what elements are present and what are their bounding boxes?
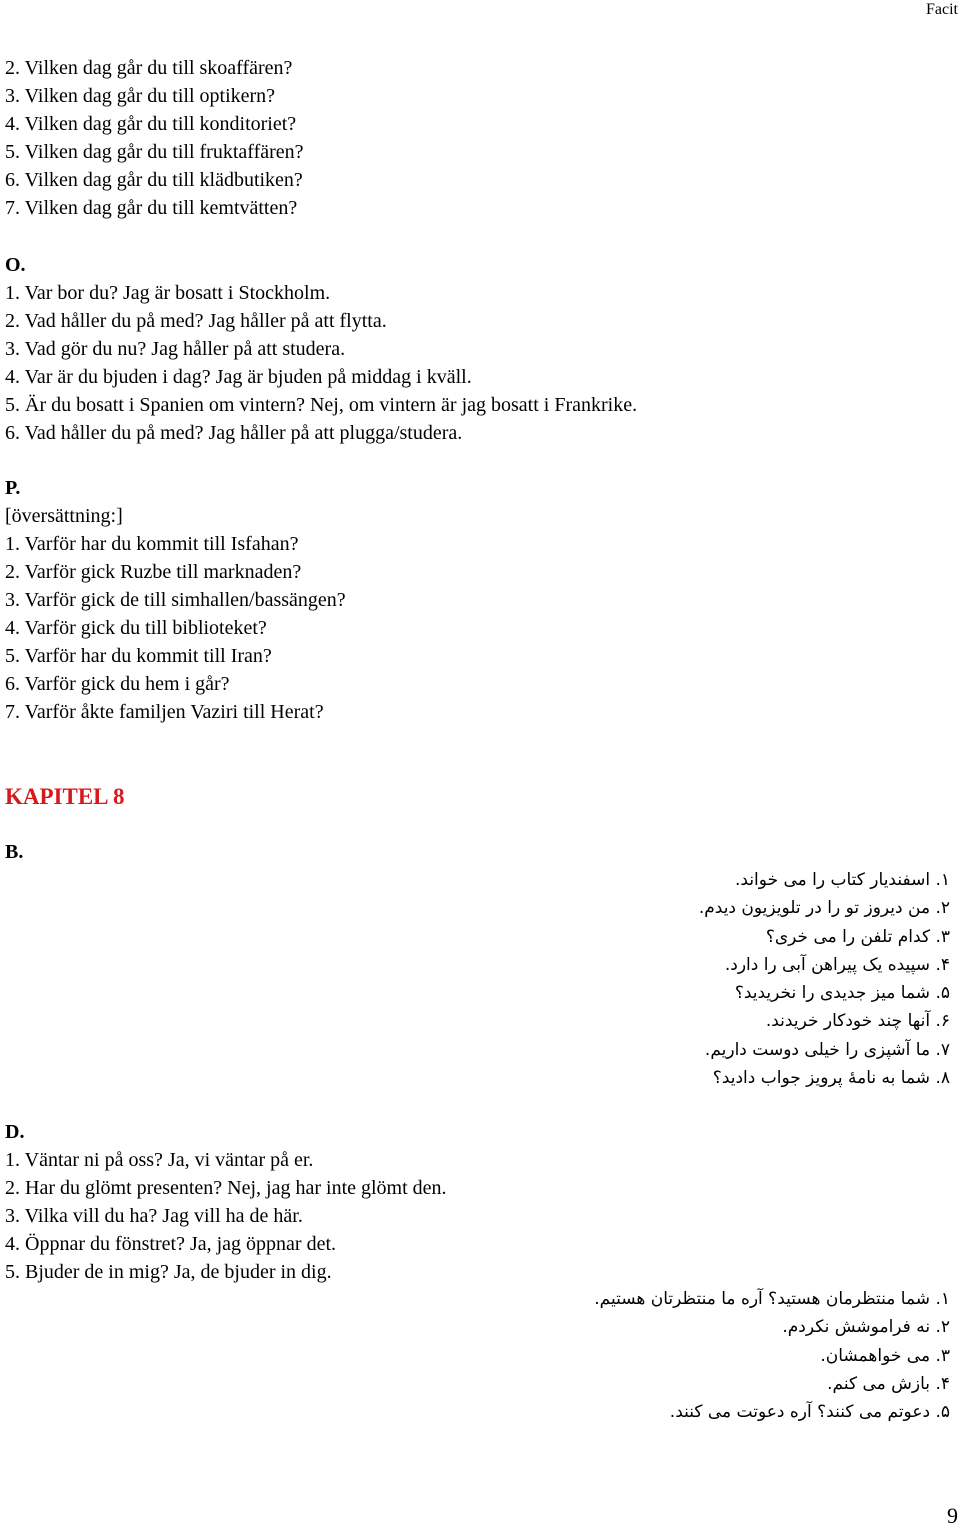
section-heading: B. (5, 841, 24, 863)
list-item: ۲. نه فراموشش نکردم. (782, 1317, 950, 1338)
chapter-title: KAPITEL 8 (5, 784, 125, 809)
list-item: 1. Varför har du kommit till Isfahan? (5, 533, 299, 555)
section-b-persian (699, 866, 950, 1092)
page-number: 9 (947, 1503, 958, 1528)
section-d-persian (594, 1285, 950, 1426)
list-item: 3. Varför gick de till simhallen/bassängen? (5, 589, 346, 611)
list-item: 3. Vilken dag går du till optikern? (5, 85, 276, 107)
list-item: 1. Väntar ni på oss? Ja, vi väntar på er. (5, 1149, 314, 1171)
list-item: 7. Vilken dag går du till kemtvätten? (5, 197, 298, 219)
list-item: ۱. شما منتظرمان هستید؟ آره ما منتظرتان هستیم. (594, 1289, 950, 1309)
list-item: 5. Bjuder de in mig? Ja, de bjuder in dig. (5, 1261, 332, 1283)
section-p (5, 474, 346, 726)
section-heading: P. (5, 477, 21, 499)
list-item: 6. Vad håller du på med? Jag håller på att plugga/studera. (5, 422, 463, 444)
list-item: 2. Varför gick Ruzbe till marknaden? (5, 561, 302, 583)
section-heading: O. (5, 254, 26, 276)
running-header: Facit (926, 1, 958, 18)
list-item: ۳. کدام تلفن را می خری؟ (765, 926, 950, 947)
list-item: ۲. من دیروز تو را در تلویزیون دیدم. (698, 898, 950, 919)
list-item: ۱. اسفندیار کتاب را می خواند. (735, 870, 950, 890)
list-item: 2. Har du glömt presenten? Nej, jag har inte glömt den. (5, 1177, 447, 1199)
translation-note: [översättning:] (5, 505, 123, 527)
list-item: 4. Öppnar du fönstret? Ja, jag öppnar det. (5, 1233, 337, 1255)
list-item: 5. Vilken dag går du till fruktaffären? (5, 141, 304, 163)
list-item: ۶. آنها چند خودکار خریدند. (765, 1011, 950, 1032)
list-item: ۴. سپیده یک پیراهن آبی را دارد. (724, 954, 950, 975)
list-item: 7. Varför åkte familjen Vaziri till Herat? (5, 701, 324, 723)
list-item: 5. Varför har du kommit till Iran? (5, 645, 272, 667)
list-item: 5. Är du bosatt i Spanien om vintern? Nej, om vintern är jag bosatt i Frankrike. (5, 394, 638, 416)
list-item: 3. Vad gör du nu? Jag håller på att studera. (5, 338, 346, 360)
list-item: ۵. شما میز جدیدی را نخریدید؟ (734, 983, 950, 1004)
section-d (5, 1118, 447, 1286)
list-item: ۷. ما آشپزی را خیلی دوست داریم. (704, 1039, 950, 1060)
list-item: 4. Varför gick du till biblioteket? (5, 617, 267, 639)
list-item: ۴. بازش می کنم. (827, 1373, 950, 1394)
list-item: ۸. شما به نامهٔ پرویز جواب دادید؟ (712, 1068, 950, 1089)
list-item: 6. Vilken dag går du till klädbutiken? (5, 169, 303, 191)
section-o (5, 251, 637, 447)
list-item: 3. Vilka vill du ha? Jag vill ha de här. (5, 1205, 303, 1227)
list-item: 4. Var är du bjuden i dag? Jag är bjuden på middag i kväll. (5, 366, 472, 388)
section-n-continued (5, 54, 304, 222)
list-item: 4. Vilken dag går du till konditoriet? (5, 113, 297, 135)
list-item: ۵. دعوتم می کنند؟ آره دعوتت می کنند. (669, 1402, 950, 1423)
list-item: 2. Vad håller du på med? Jag håller på att flytta. (5, 310, 387, 332)
list-item: 1. Var bor du? Jag är bosatt i Stockholm. (5, 282, 331, 304)
section-b-heading-wrap (5, 838, 23, 866)
list-item: 2. Vilken dag går du till skoaffären? (5, 57, 293, 79)
list-item: 6. Varför gick du hem i går? (5, 673, 230, 695)
section-heading: D. (5, 1121, 25, 1143)
list-item: ۳. می خواهمشان. (820, 1345, 950, 1366)
